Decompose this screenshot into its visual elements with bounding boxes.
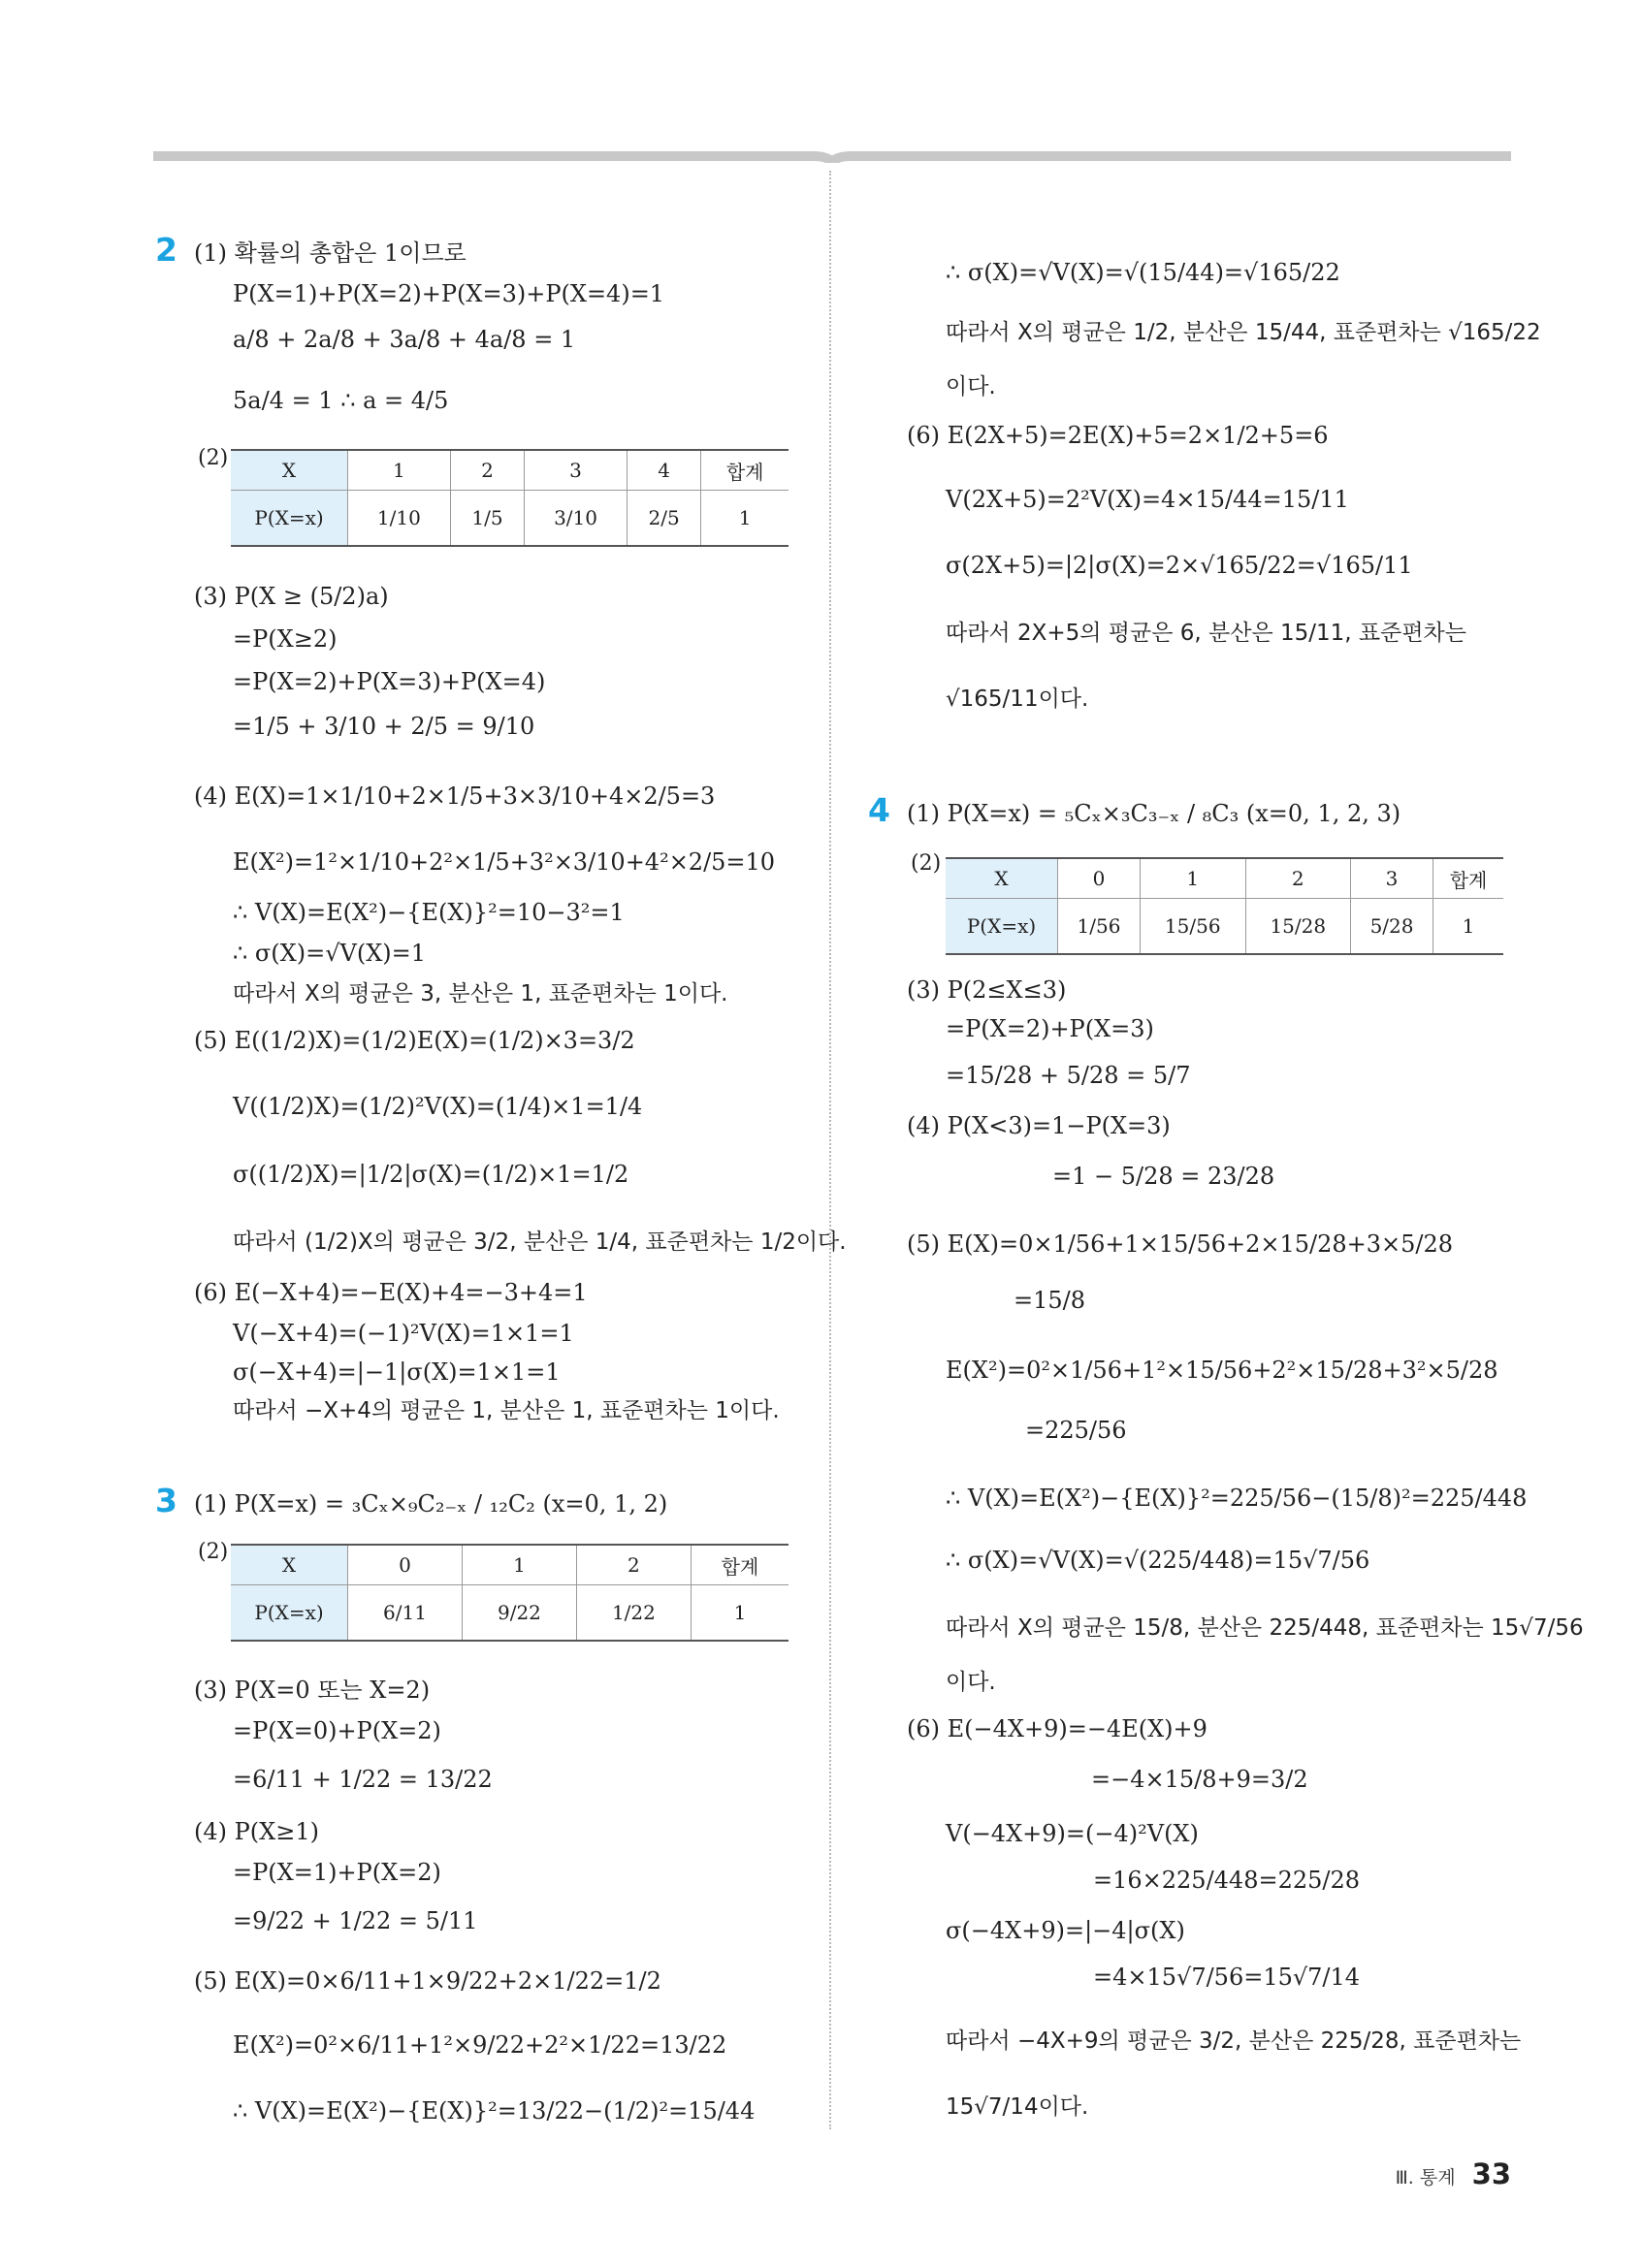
p3-line: =P(X=0)+P(X=2) <box>233 1717 441 1744</box>
p4-line: (6) E(−4X+9)=−4E(X)+9 <box>907 1715 1207 1742</box>
table-cell: 2 <box>576 1545 691 1585</box>
top-divider-bar <box>153 149 1511 163</box>
p3-line: =9/22 + 1/22 = 5/11 <box>233 1907 478 1934</box>
p2-line: =P(X≥2) <box>233 625 338 653</box>
table-cell: 15/56 <box>1140 899 1245 955</box>
table-cell: 15/28 <box>1245 899 1351 955</box>
table-cell: 6/11 <box>348 1585 463 1642</box>
p3-continued-line: V(2X+5)=2²V(X)=4×15/44=15/11 <box>946 486 1349 513</box>
p3-continued-line: σ(2X+5)=|2|σ(X)=2×√165/22=√165/11 <box>946 552 1413 579</box>
p2-line: P(X=1)+P(X=2)+P(X=3)+P(X=4)=1 <box>233 280 665 307</box>
table-cell: 1 <box>1140 858 1245 899</box>
p3-line: (3) P(X=0 또는 X=2) <box>194 1677 431 1704</box>
p4-line: 따라서 X의 평균은 15/8, 분산은 225/448, 표준편차는 15√7/56 <box>946 1615 1584 1641</box>
table-cell: 2 <box>1245 858 1351 899</box>
p2-line: (3) P(X ≥ (5/2)a) <box>194 583 389 610</box>
p3-continued-line: (6) E(2X+5)=2E(X)+5=2×1/2+5=6 <box>907 422 1329 449</box>
table-cell: 5/28 <box>1351 899 1433 955</box>
table-cell: 3/10 <box>525 491 628 547</box>
p4-line: 15√7/14이다. <box>946 2094 1089 2120</box>
p4-line: (4) P(X<3)=1−P(X=3) <box>907 1112 1171 1139</box>
p2-line: (4) E(X)=1×1/10+2×1/5+3×3/10+4×2/5=3 <box>194 783 716 810</box>
table-cell: 4 <box>627 450 700 491</box>
table-cell: 1 <box>701 491 789 547</box>
table-cell: 0 <box>348 1545 463 1585</box>
p2-line: σ((1/2)X)=|1/2|σ(X)=(1/2)×1=1/2 <box>233 1161 629 1188</box>
p3-line: E(X²)=0²×6/11+1²×9/22+2²×1/22=13/22 <box>233 2031 727 2059</box>
p2-table-label: (2) <box>198 446 229 470</box>
p4-line: (1) P(X=x) = ₅Cₓ×₃C₃₋ₓ / ₈C₃ (x=0, 1, 2, 3) <box>907 800 1401 827</box>
p4-line: 따라서 −4X+9의 평균은 3/2, 분산은 225/28, 표준편차는 <box>946 2028 1522 2054</box>
section-label: Ⅲ. 통계 <box>1395 2167 1456 2188</box>
p3-table-label: (2) <box>198 1540 229 1564</box>
column-divider <box>829 171 831 2129</box>
p2-line: (1) 확률의 총합은 1이므로 <box>194 240 467 267</box>
p2-line: 따라서 (1/2)X의 평균은 3/2, 분산은 1/4, 표준편차는 1/2이다. <box>233 1230 847 1255</box>
table-cell: 1/5 <box>450 491 524 547</box>
table-cell: X <box>231 1545 348 1585</box>
p4-line: ∴ σ(X)=√V(X)=√(225/448)=15√7/56 <box>946 1547 1370 1574</box>
table-cell: 1 <box>691 1585 789 1642</box>
p4-line: =−4×15/8+9=3/2 <box>1091 1766 1308 1793</box>
p3-line: (4) P(X≥1) <box>194 1818 319 1845</box>
p4-line: =16×225/448=225/28 <box>1093 1867 1361 1894</box>
p2-probability-table <box>231 449 789 547</box>
table-cell: 1/22 <box>576 1585 691 1642</box>
p2-line: ∴ σ(X)=√V(X)=1 <box>233 940 427 967</box>
p3-continued-line: 따라서 2X+5의 평균은 6, 분산은 15/11, 표준편차는 <box>946 621 1466 646</box>
table-cell: 합계 <box>1433 858 1503 899</box>
page-number: 33 <box>1471 2157 1511 2190</box>
p4-table-label: (2) <box>911 851 942 876</box>
p4-line: (5) E(X)=0×1/56+1×15/56+2×15/28+3×5/28 <box>907 1230 1454 1258</box>
p2-line: 따라서 −X+4의 평균은 1, 분산은 1, 표준편차는 1이다. <box>233 1398 780 1423</box>
p2-line: 따라서 X의 평균은 3, 분산은 1, 표준편차는 1이다. <box>233 981 728 1006</box>
p2-line: ∴ V(X)=E(X²)−{E(X)}²=10−3²=1 <box>233 899 625 926</box>
p2-line: 5a/4 = 1 ∴ a = 4/5 <box>233 387 449 414</box>
table-cell: X <box>231 450 348 491</box>
table-cell: 3 <box>525 450 628 491</box>
p4-line: =4×15√7/56=15√7/14 <box>1093 1964 1361 1991</box>
table-cell: X <box>946 858 1058 899</box>
table-cell: 3 <box>1351 858 1433 899</box>
table-cell: 1 <box>348 450 451 491</box>
table-cell: 0 <box>1058 858 1141 899</box>
p4-line: V(−4X+9)=(−4)²V(X) <box>946 1820 1199 1847</box>
p2-line: =P(X=2)+P(X=3)+P(X=4) <box>233 668 546 695</box>
p2-line: V(−X+4)=(−1)²V(X)=1×1=1 <box>233 1320 574 1347</box>
table-cell: P(X=x) <box>946 899 1058 955</box>
p3-continued-line: ∴ σ(X)=√V(X)=√(15/44)=√165/22 <box>946 259 1340 286</box>
table-cell: 합계 <box>701 450 789 491</box>
p2-line: a/8 + 2a/8 + 3a/8 + 4a/8 = 1 <box>233 326 576 353</box>
table-cell: 1/10 <box>348 491 451 547</box>
p2-line: V((1/2)X)=(1/2)²V(X)=(1/4)×1=1/4 <box>233 1093 643 1120</box>
p3-line: =P(X=1)+P(X=2) <box>233 1859 441 1886</box>
p2-line: =1/5 + 3/10 + 2/5 = 9/10 <box>233 713 535 740</box>
p4-line: =225/56 <box>1025 1417 1127 1444</box>
table-cell: 1/56 <box>1058 899 1141 955</box>
p3-line: (1) P(X=x) = ₃Cₓ×₉C₂₋ₓ / ₁₂C₂ (x=0, 1, 2) <box>194 1490 668 1517</box>
table-cell: 2/5 <box>627 491 700 547</box>
p3-line: =6/11 + 1/22 = 13/22 <box>233 1766 493 1793</box>
p4-line: σ(−4X+9)=|−4|σ(X) <box>946 1917 1185 1944</box>
p3-line: ∴ V(X)=E(X²)−{E(X)}²=13/22−(1/2)²=15/44 <box>233 2097 756 2124</box>
p4-line: =15/28 + 5/28 = 5/7 <box>946 1062 1191 1089</box>
p2-line: σ(−X+4)=|−1|σ(X)=1×1=1 <box>233 1358 561 1386</box>
table-cell: P(X=x) <box>231 1585 348 1642</box>
table-cell: 2 <box>450 450 524 491</box>
problem-number-2: 2 <box>155 231 177 269</box>
p3-probability-table <box>231 1544 789 1642</box>
p2-line: (5) E((1/2)X)=(1/2)E(X)=(1/2)×3=3/2 <box>194 1027 635 1054</box>
p4-line: 이다. <box>946 1670 996 1695</box>
p4-line: E(X²)=0²×1/56+1²×15/56+2²×15/28+3²×5/28 <box>946 1357 1498 1384</box>
p2-line: E(X²)=1²×1/10+2²×1/5+3²×3/10+4²×2/5=10 <box>233 848 776 876</box>
problem-number-4: 4 <box>868 791 890 829</box>
p4-line: =1 − 5/28 = 23/28 <box>1052 1163 1275 1190</box>
table-cell: P(X=x) <box>231 491 348 547</box>
table-cell: 1 <box>462 1545 576 1585</box>
problem-number-3: 3 <box>155 1482 177 1519</box>
table-cell: 합계 <box>691 1545 789 1585</box>
p3-continued-line: 이다. <box>946 374 996 399</box>
p4-line: ∴ V(X)=E(X²)−{E(X)}²=225/56−(15/8)²=225/448 <box>946 1485 1528 1512</box>
table-cell: 1 <box>1433 899 1503 955</box>
page-footer <box>1396 2157 1511 2190</box>
table-cell: 9/22 <box>462 1585 576 1642</box>
p3-line: (5) E(X)=0×6/11+1×9/22+2×1/22=1/2 <box>194 1967 661 1995</box>
p3-continued-line: 따라서 X의 평균은 1/2, 분산은 15/44, 표준편차는 √165/22 <box>946 320 1541 345</box>
p2-line: (6) E(−X+4)=−E(X)+4=−3+4=1 <box>194 1279 588 1306</box>
p4-line: =15/8 <box>1014 1287 1086 1314</box>
p4-probability-table <box>946 857 1503 955</box>
p4-line: (3) P(2≤X≤3) <box>907 976 1067 1004</box>
p3-continued-line: √165/11이다. <box>946 687 1089 712</box>
p4-line: =P(X=2)+P(X=3) <box>946 1015 1154 1042</box>
